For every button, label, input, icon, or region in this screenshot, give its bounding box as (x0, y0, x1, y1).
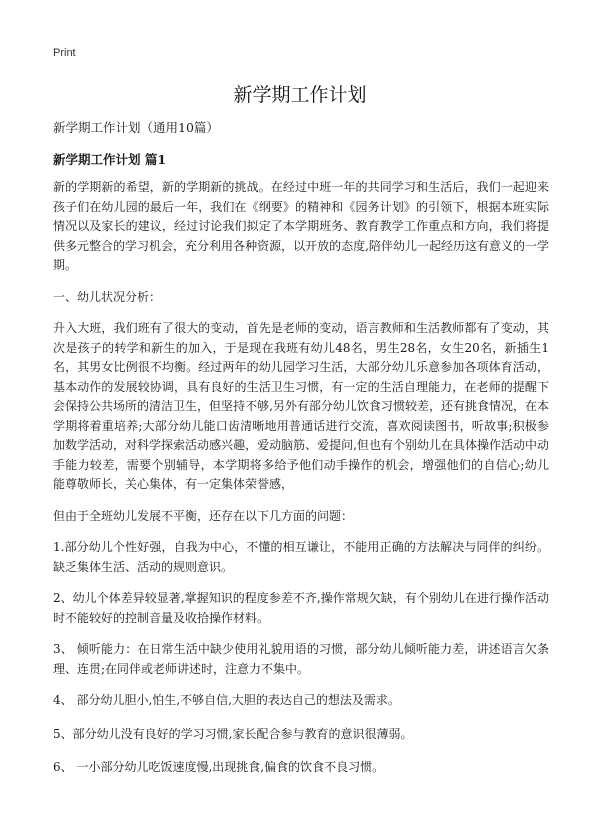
problem-item-1: 1.部分幼儿个性好强，自我为中心，不懂的相互谦让，不能用正确的方法解决与同伴的纠纷。缺乏集体生活、活动的规则意识。 (53, 540, 549, 574)
section-heading: 新学期工作计划 篇1 (53, 152, 167, 167)
print-link[interactable]: Print (53, 47, 76, 59)
analysis-paragraph: 升入大班，我们班有了很大的变动，首先是老师的变动，语言教师和生活教师都有了变动，其次是孩子的转学和新生的加入，于是现在我班有幼儿48名，男生28名，女生20名，新插生1名，其男女比例很不均衡。经过两年的幼儿园学习生活，大部分幼儿乐意参加各项体育活动，基本动作的发展较协调，具有良好的生活卫生习惯，有一定的生活自理能力，在老师的提醒下会保持公共场所的清洁卫生，但坚持不够,另外有部分幼儿饮食习惯较差，还有挑食情况，在本学期将着重培养;大部分幼儿能口齿清晰地用普通话进行交流，喜欢阅读图书，听故事;积极参加数学活动，对科学探索活动感兴趣，爱动脑筋、爱提问,但也有个别幼儿在具体操作活动中动手能力较差，需要个别辅导，本学期将多给予他们动手操作的机会，增强他们的自信心;幼儿能尊敬师长，关心集体，有一定集体荣誉感， (53, 321, 549, 491)
analysis-heading: 一、幼儿状况分析： (53, 289, 162, 304)
problem-item-3: 3、 倾听能力：在日常生活中缺少使用礼貌用语的习惯，部分幼儿倾听能力差，讲述语言欠条理、连贯;在同伴或老师讲述时，注意力不集中。 (53, 642, 549, 676)
problems-intro: 但由于全班幼儿发展不平衡，还存在以下几方面的问题： (53, 508, 354, 523)
document-body (53, 118, 549, 790)
intro-paragraph: 新的学期新的希望，新的学期新的挑战。在经过中班一年的共同学习和生活后，我们一起迎来孩子们在幼儿园的最后一年，我们在《纲要》的精神和《园务计划》的引领下，根据本班实际情况以及家长的建议，经过讨论我们拟定了本学期班务、教育教学工作重点和方向，我们将提供多元整合的学习机会，充分利用各种资源，以开放的态度,陪伴幼儿一起经历这有意义的一学期。 (53, 180, 549, 272)
problem-item-4: 4、 部分幼儿胆小,怕生,不够自信,大胆的表达自己的想法及需求。 (53, 693, 400, 707)
problem-item-5: 5、部分幼儿没有良好的学习习惯,家长配合参与教育的意识很薄弱。 (53, 726, 413, 741)
page-title: 新学期工作计划 (233, 84, 367, 106)
document-subtitle: 新学期工作计划（通用10篇） (53, 120, 219, 135)
problem-item-2: 2、幼儿个体差异较显著,掌握知识的程度参差不齐,操作常规欠缺，有个别幼儿在进行操作活动时不能较好的控制音量及收拾操作材料。 (53, 591, 549, 625)
problem-item-6: 6、 一小部分幼儿吃饭速度慢,出现挑食,偏食的饮食不良习惯。 (53, 760, 385, 774)
